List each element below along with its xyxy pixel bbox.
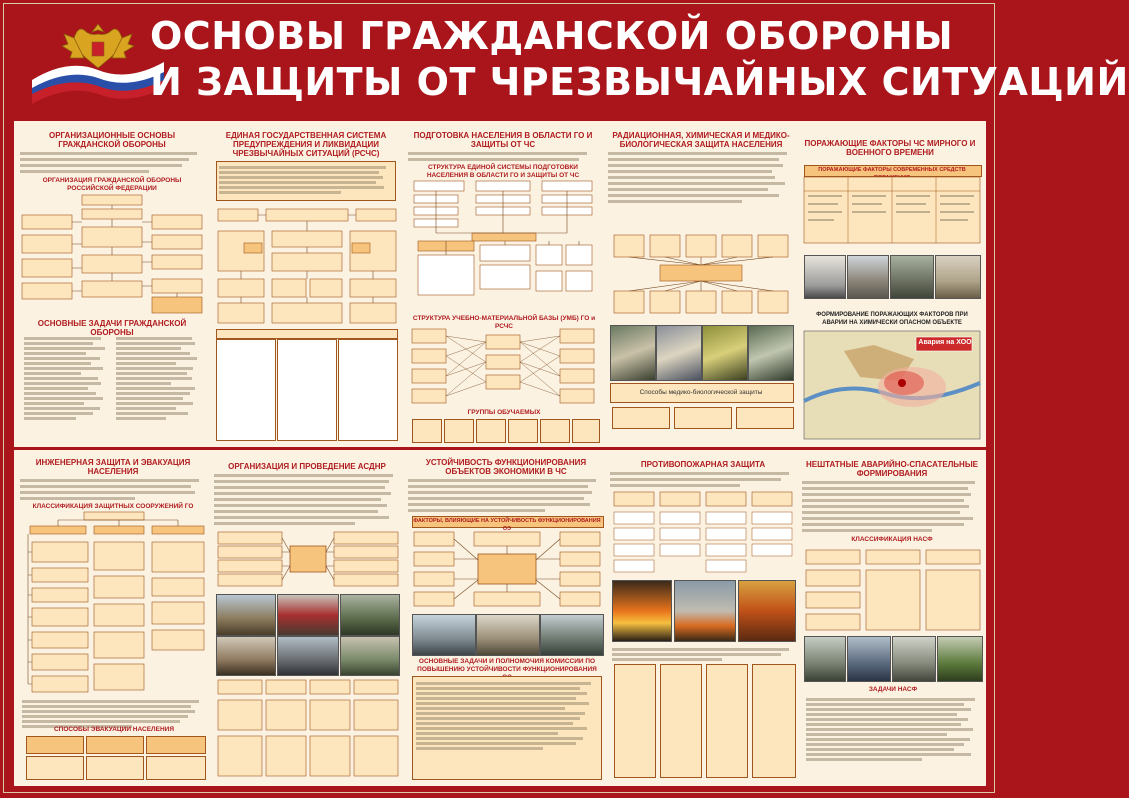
rschs-intro (216, 161, 396, 201)
protective-suit-photo-1 (610, 325, 656, 381)
groups-title: ГРУППЫ ОБУЧАЕМЫХ (467, 409, 541, 416)
commission-list (412, 676, 602, 780)
group-5 (540, 419, 570, 443)
umb-title: СТРУКТУРА УЧЕБНО-МАТЕРИАЛЬНОЙ БАЗЫ (УМБ) ГО и РСЧС (412, 315, 596, 330)
damage-factors-title: ПОРАЖАЮЩИЕ ФАКТОРЫ ЧС МИРНОГО И ВОЕННОГО ВРЕМЕНИ (804, 139, 976, 157)
asdnr-scheme (216, 678, 400, 780)
evac-method-2 (86, 736, 144, 754)
rhbz-title: РАДИАЦИОННАЯ, ХИМИЧЕСКАЯ И МЕДИКО-БИОЛОГИЧЕСКАЯ ЗАЩИТА НАСЕЛЕНИЯ (612, 131, 790, 149)
shelters-diagram (22, 512, 206, 696)
rschs-diagram (216, 207, 398, 325)
asdnr-section (214, 462, 400, 528)
chemical-accident-map (804, 331, 980, 439)
main-tasks-list (24, 335, 110, 422)
rschs-modes-header (216, 329, 398, 339)
nasf-class-title: КЛАССИФИКАЦИЯ НАСФ (851, 536, 933, 543)
rescue-photo-6 (340, 636, 400, 676)
protective-suit-photo-2 (656, 325, 702, 381)
fire-section (610, 460, 796, 490)
training-structure-diagram (410, 179, 596, 313)
upper-panel (14, 121, 986, 447)
commission-title: ОСНОВНЫЕ ЗАДАЧИ И ПОЛНОМОЧИЯ КОМИССИИ ПО ПОВЫШЕНИЮ УСТОЙЧИВОСТИ ФУНКЦИОНИРОВАНИЯ (417, 658, 597, 673)
evac-method-detail-3 (146, 756, 206, 780)
protective-suit-photo-4 (748, 325, 794, 381)
group-4 (508, 419, 538, 443)
industry-photo-1 (412, 614, 476, 656)
group-2 (444, 419, 474, 443)
rschs-mode-1 (216, 339, 276, 441)
group-6 (572, 419, 600, 443)
nasf-title: НЕШТАТНЫЕ АВАРИЙНО-СПАСАТЕЛЬНЫЕ ФОРМИРОВАНИЯ (806, 460, 978, 478)
group-3 (476, 419, 506, 443)
rhbz-methods-title: Способы медико-биологической защиты (639, 389, 763, 396)
training-structure-title: СТРУКТУРА ЕДИНОЙ СИСТЕМЫ ПОДГОТОВКИ НАСЕЛЕНИЯ В ОБЛАСТИ ГО И ЗАЩИТЫ ОТ ЧС (426, 164, 580, 179)
nasf-class-diagram (804, 548, 982, 632)
stability-section (408, 458, 604, 515)
fire-means-2 (660, 664, 702, 778)
evac-method-1 (26, 736, 84, 754)
coat-of-arms-icon (28, 18, 168, 98)
fire-photo-1 (612, 580, 672, 642)
nasf-photo-2 (847, 636, 891, 682)
nasf-photo-4 (937, 636, 983, 682)
nasf-photo-3 (892, 636, 936, 682)
header (0, 0, 1129, 118)
rhbz-method-1 (612, 407, 670, 429)
engineering-title: ИНЖЕНЕРНАЯ ЗАЩИТА И ЭВАКУАЦИЯ НАСЕЛЕНИЯ (35, 458, 191, 476)
training-section (408, 131, 598, 180)
rschs-section (214, 131, 398, 158)
stability-title: УСТОЙЧИВОСТЬ ФУНКЦИОНИРОВАНИЯ ОБЪЕКТОВ ЭКОНОМИКИ В ЧС (425, 458, 587, 476)
fire-means-4 (752, 664, 796, 778)
nasf-photo-1 (804, 636, 846, 682)
rhbz-diagram (610, 231, 792, 321)
lower-panel (14, 450, 986, 786)
fire-title: ПРОТИВОПОЖАРНАЯ ЗАЩИТА (640, 460, 766, 469)
industry-photo-2 (476, 614, 540, 656)
rschs-mode-2 (277, 339, 337, 441)
training-title: ПОДГОТОВКА НАСЕЛЕНИЯ В ОБЛАСТИ ГО И ЗАЩИТЫ ОТ ЧС (413, 131, 593, 149)
evac-method-detail-1 (26, 756, 84, 780)
asdnr-title: ОРГАНИЗАЦИЯ И ПРОВЕДЕНИЕ АСДНР (228, 462, 386, 471)
modern-weapons-title: ПОРАЖАЮЩИЕ ФАКТОРЫ СОВРЕМЕННЫХ СРЕДСТВ (818, 167, 966, 173)
industry-photo-3 (540, 614, 604, 656)
damage-factors-section (800, 139, 980, 157)
rescue-photo-3 (340, 594, 400, 636)
evac-method-3 (146, 736, 206, 754)
nasf-section (802, 460, 982, 544)
chem-accident-title: ФОРМИРОВАНИЕ ПОРАЖАЮЩИХ ФАКТОРОВ ПРИ АВАРИИ НА ХИМИЧЕСКИ ОПАСНОМ ОБЪЕКТЕ (816, 312, 968, 326)
org-basics-title: ОРГАНИЗАЦИОННЫЕ ОСНОВЫ ГРАЖДАНСКОЙ ОБОРОНЫ (48, 131, 176, 149)
nasf-tasks-title: ЗАДАЧИ НАСФ (868, 686, 918, 693)
fire-diagram (612, 490, 794, 576)
group-1 (412, 419, 442, 443)
org-basics-section (20, 131, 204, 193)
fire-means-3 (706, 664, 748, 778)
rhbz-section (608, 131, 794, 206)
modern-weapons-table (804, 177, 980, 243)
rhbz-method-2 (674, 407, 732, 429)
rescue-photo-1 (216, 594, 276, 636)
rschs-title: ЕДИНАЯ ГОСУДАРСТВЕННАЯ СИСТЕМА ПРЕДУПРЕЖДЕНИЯ И ЛИКВИДАЦИИ ЧРЕЗВЫЧАЙНЫХ СИТУАЦИЙ (РСЧС) (225, 131, 387, 158)
shelters-title: КЛАССИФИКАЦИЯ ЗАЩИТНЫХ СООРУЖЕНИЙ ГО (32, 503, 194, 510)
evac-methods-title: СПОСОБЫ ЭВАКУАЦИИ НАСЕЛЕНИЯ (53, 726, 174, 733)
sign-photo (935, 255, 981, 299)
main-tasks-list-2 (116, 335, 202, 422)
rescue-photo-5 (277, 636, 339, 676)
rescue-photo-2 (277, 594, 339, 636)
rescue-photo-4 (216, 636, 276, 676)
protective-suit-photo-3 (702, 325, 748, 381)
stability-factors-diagram (412, 530, 602, 610)
umb-diagram (410, 325, 596, 407)
rschs-mode-3 (338, 339, 398, 441)
engineering-section (20, 458, 206, 511)
asdnr-diagram (216, 530, 400, 588)
rhbz-method-3 (736, 407, 794, 429)
title-line-1: ОСНОВЫ ГРАЖДАНСКОЙ ОБОРОНЫ (150, 14, 954, 58)
map-label: Авария на ХОО (918, 339, 972, 346)
fire-photo-3 (738, 580, 796, 642)
stability-factors-title: ФАКТОРЫ, ВЛИЯЮЩИЕ НА УСТОЙЧИВОСТЬ ФУНКЦИОНИРОВАНИЯ ОЭ (413, 518, 601, 532)
evac-method-detail-2 (86, 756, 144, 780)
nasf-tasks-list (806, 696, 982, 763)
org-chart-diagram (20, 193, 204, 315)
fire-photo-2 (674, 580, 736, 642)
org-chart-title: ОРГАНИЗАЦИЯ ГРАЖДАНСКОЙ ОБОРОНЫ РОССИЙСКОЙ ФЕДЕРАЦИИ (42, 177, 182, 192)
title-line-2: И ЗАЩИТЫ ОТ ЧРЕЗВЫЧАЙНЫХ СИТУАЦИЙ (150, 60, 1129, 104)
chemical-troops-photo (890, 255, 934, 299)
fire-means-text (612, 646, 796, 663)
main-tasks-title: ОСНОВНЫЕ ЗАДАЧИ ГРАЖДАНСКОЙ ОБОРОНЫ (37, 319, 187, 337)
explosion-photo (804, 255, 846, 299)
fire-means-1 (614, 664, 656, 778)
building-photo (847, 255, 889, 299)
